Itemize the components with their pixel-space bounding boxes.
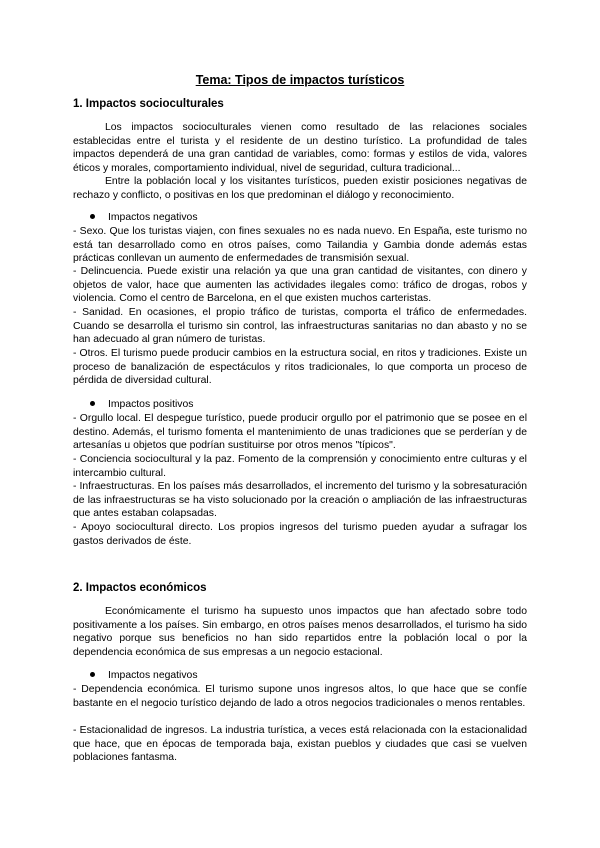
section1-intro-paragraph-2: Entre la población local y los visitantes turísticos, pueden existir posiciones negativas de rechazo y conflicto, o positivas en los que predominan el diálogo y reconocimiento. [73,176,527,201]
section1-positive-bullet [90,398,193,412]
bullet-dot-icon [90,672,95,677]
document-title: Tema: Tipos de impactos turísticos [195,73,405,87]
section2-intro-paragraph: Económicamente el turismo ha supuesto unos impactos que han afectado sobre todo positivamente a los países. Sin embargo, en otros países menos desarrollados, el turismo ha sido negativo porque sus beneficios no han sido repartidos entre la población local o por la dependencia económica de sus empresas a un negocio estacional. [73,606,527,658]
bullet-dot-icon [90,401,95,406]
section1-intro-paragraph-1: Los impactos socioculturales vienen como resultado de las relaciones sociales establecidas entre el turista y el residente de un destino turístico. La profundidad de tales impactos dependerá de una gran cantidad de variables, como: formas y estilos de vida, valores éticos y morales, comportamiento individual, nivel de seguridad, cultura tradicional... [73,122,527,174]
section1-negative-label: Impactos negativos [108,212,198,223]
section1-positive-label: Impactos positivos [108,399,194,410]
section1-positive-item-apoyo: - Apoyo sociocultural directo. Los propios ingresos del turismo pueden ayudar a sufragar los gastos derivados de éste. [73,522,527,547]
section2-negative-bullet [90,669,198,683]
section1-positive-item-infraestructuras: - Infraestructuras. En los países más desarrollados, el incremento del turismo y la sobresaturación de las infraestructuras se ha visto solucionado por la creación o ampliación de las infraestructuras que antes estaban colapsadas. [73,481,527,520]
section2-negative-item-dependencia: - Dependencia económica. El turismo supone unos ingresos altos, lo que hace que se confíe bastante en el negocio turístico dejando de lado a otros negocios tradicionales o menos rentables. [73,684,527,709]
section1-negative-item-sanidad: - Sanidad. En ocasiones, el propio tráfico de turistas, comporta el tráfico de enfermedades. Cuando se desarrolla el turismo sin control, las infraestructuras sanitarias no dan abasto y no se han adecuado al gran número de turistas. [73,307,527,346]
section1-positive-item-conciencia: - Conciencia sociocultural y la paz. Fomento de la comprensión y conocimiento entre culturas y el intercambio cultural. [73,454,527,479]
section1-heading: 1. Impactos socioculturales [73,98,224,110]
section2-heading: 2. Impactos económicos [73,582,207,594]
section2-negative-label: Impactos negativos [108,670,198,681]
section2-negative-item-estacionalidad: - Estacionalidad de ingresos. La industria turística, a veces está relacionada con la estacionalidad que hace, que en épocas de temporada baja, existan pueblos y ciudades que casi se vuelven poblaciones fantasma. [73,725,527,764]
bullet-dot-icon [90,214,95,219]
section1-positive-item-orgullo: - Orgullo local. El despegue turístico, puede producir orgullo por el patrimonio que se posee en el destino. Además, el turismo fomenta el mantenimiento de unas tradiciones que se perderían y de artesanías u objetos que podrían sustituirse por otros menos "típicos". [73,413,527,452]
section1-negative-bullet [90,211,198,225]
section1-negative-item-delincuencia: - Delincuencia. Puede existir una relación ya que una gran cantidad de visitantes, con dinero y objetos de valor, hace que aumenten las actividades ilegales como: tráfico de drogas, robos y violencia. Como el centro de Barcelona, en el que existen muchos carteristas. [73,266,527,305]
section1-negative-item-otros: - Otros. El turismo puede producir cambios en la estructura social, en ritos y tradiciones. Existe un proceso de banalización de espectáculos y ritos tradicionales, lo que comporta un proceso de pérdida de diversidad cultural. [73,348,527,387]
section1-negative-item-sexo: - Sexo. Que los turistas viajen, con fines sexuales no es nada nuevo. En España, este turismo no está tan desarrollado como en otros países, como Tailandia y Gambia donde además estas prácticas conllevan un aumento de enfermedades de transmisión sexual. [73,226,527,265]
